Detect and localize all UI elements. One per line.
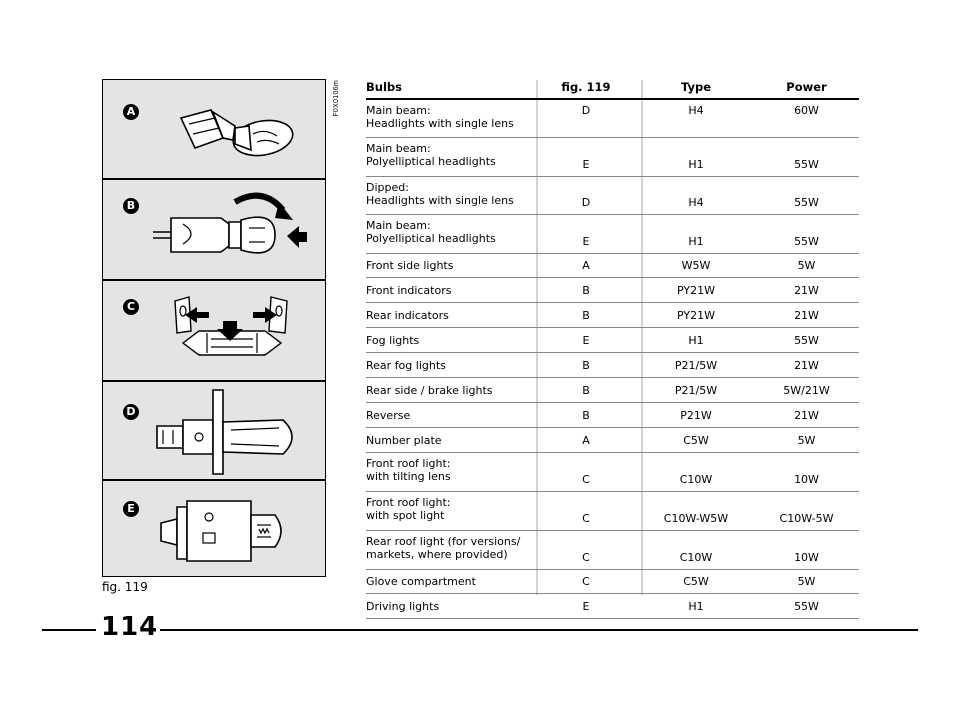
h4-bulb-illustration [103,382,325,480]
bulb-type: H1 [688,334,704,347]
bulb-name [366,457,541,483]
bulb-type: H1 [688,158,704,171]
bulb-name-line: Front indicators [366,284,452,297]
fig-ref: C [582,575,590,588]
bulb-name-line: Number plate [366,434,442,447]
bulb-name [366,384,541,397]
fig-ref: C [582,473,590,486]
bulb-name [366,259,541,272]
table-body [366,100,859,619]
header-bulbs: Bulbs [366,80,402,94]
bulb-type: H1 [688,235,704,248]
fig-ref: B [582,309,590,322]
table-row [366,254,859,278]
fig-ref: E [582,334,590,347]
bulb-name-line: Front side lights [366,259,454,272]
festoon-bulb-illustration [103,281,325,379]
table-row [366,177,859,215]
bulb-name-line: Polyelliptical headlights [366,232,496,245]
bulb-type: P21/5W [674,359,718,372]
w5w-bulb-illustration [103,80,325,178]
bulb-name [366,535,541,561]
panel-b [103,180,325,278]
bulb-name-line: Driving lights [366,600,440,613]
bulb-name-line: Main beam: [366,219,431,232]
panel-label: D [123,404,139,420]
panel-label: A [123,104,139,120]
header-fig: fig. 119 [561,80,611,94]
table-row [366,378,859,403]
bulb-type: C10W [679,551,713,564]
bulb-name-line: with spot light [366,509,445,522]
footer-rule-left [42,629,96,631]
fig-ref: E [582,600,590,613]
bulb-name-line: Rear indicators [366,309,449,322]
table-row [366,328,859,353]
panel-d [103,382,325,480]
bulb-name [366,434,541,447]
bulb-name-line: Front roof light: [366,496,451,509]
header-type: Type [680,80,711,94]
bulb-name-line: Rear fog lights [366,359,446,372]
bulb-name-line: Main beam: [366,142,431,155]
table-row [366,215,859,254]
bulb-name-line: Polyelliptical headlights [366,155,496,168]
bulb-power: 21W [794,409,819,422]
table-row [366,303,859,328]
bulb-name [366,284,541,297]
bulb-type: C10W [679,473,713,486]
panel-a [103,80,325,178]
bulb-power: 60W [794,104,819,117]
bulb-name-line: markets, where provided) [366,548,508,561]
fig-ref: A [582,259,590,272]
bulb-type: C5W [683,575,709,588]
bulb-figure [102,79,326,577]
panel-label: E [123,501,139,517]
table-row [366,570,859,594]
bulb-name [366,334,541,347]
bulb-type: H1 [688,600,704,613]
bulb-power: 5W [797,259,816,272]
bulb-name-line: Reverse [366,409,411,422]
figure-caption: fig. 119 [102,580,148,594]
bulb-name-line: Rear side / brake lights [366,384,493,397]
h1-bulb-illustration [103,481,325,579]
bulb-type: H4 [688,104,704,117]
table-header [366,80,859,100]
bulb-power: 55W [794,334,819,347]
fig-ref: C [582,551,590,564]
bulb-name [366,104,541,130]
table-row [366,138,859,177]
table-row [366,403,859,428]
bulb-power: 21W [794,284,819,297]
bulb-power: 55W [794,600,819,613]
bulb-name-line: Dipped: [366,181,409,194]
fig-ref: E [582,158,590,171]
table-row [366,453,859,492]
footer-rule-right [160,629,918,631]
fig-ref: E [582,235,590,248]
bulb-table [366,80,859,619]
bulb-type: W5W [681,259,711,272]
bulb-name-line: Glove compartment [366,575,476,588]
bulb-name [366,219,541,245]
table-row [366,278,859,303]
bulb-type: C5W [683,434,709,447]
bulb-power: 10W [794,551,819,564]
table-row [366,428,859,453]
fig-ref: B [582,384,590,397]
bulb-name-line: with tilting lens [366,470,451,483]
bulb-power: C10W-5W [779,512,834,525]
bulb-name [366,409,541,422]
bulb-type: H4 [688,196,704,209]
bulb-power: 5W/21W [783,384,830,397]
fig-ref: B [582,409,590,422]
bulb-name [366,142,541,168]
bulb-name-line: Fog lights [366,334,420,347]
bulb-name [366,600,541,613]
panel-label: B [123,198,139,214]
bulb-power: 10W [794,473,819,486]
bulb-name-line: Rear roof light (for versions/ [366,535,521,548]
bulb-name [366,181,541,207]
bulb-power: 21W [794,359,819,372]
panel-c [103,281,325,379]
bulb-type: PY21W [677,284,715,297]
bulb-power: 55W [794,196,819,209]
panel-e [103,481,325,579]
bulb-name-line: Headlights with single lens [366,194,514,207]
bulb-name-line: Main beam: [366,104,431,117]
bulb-power: 5W [797,575,816,588]
table-row [366,353,859,378]
table-row [366,531,859,570]
fig-ref: C [582,512,590,525]
bayonet-bulb-illustration [103,180,325,278]
header-power: Power [786,80,827,94]
fig-ref: B [582,359,590,372]
panel-label: C [123,299,139,315]
bulb-power: 21W [794,309,819,322]
fig-ref: A [582,434,590,447]
bulb-name [366,309,541,322]
bulb-power: 55W [794,235,819,248]
page-number: 114 [101,612,159,642]
bulb-type: P21/5W [674,384,718,397]
bulb-name [366,496,541,522]
table-row [366,492,859,531]
figure-code: F0X0106m [333,80,340,117]
bulb-power: 55W [794,158,819,171]
fig-ref: B [582,284,590,297]
table-row [366,594,859,619]
bulb-type: P21W [680,409,712,422]
bulb-name [366,359,541,372]
bulb-name-line: Headlights with single lens [366,117,514,130]
fig-ref: D [581,104,591,117]
bulb-name [366,575,541,588]
bulb-type: PY21W [677,309,715,322]
fig-ref: D [581,196,591,209]
bulb-type: C10W-W5W [663,512,729,525]
bulb-name-line: Front roof light: [366,457,451,470]
bulb-power: 5W [797,434,816,447]
table-row [366,100,859,138]
